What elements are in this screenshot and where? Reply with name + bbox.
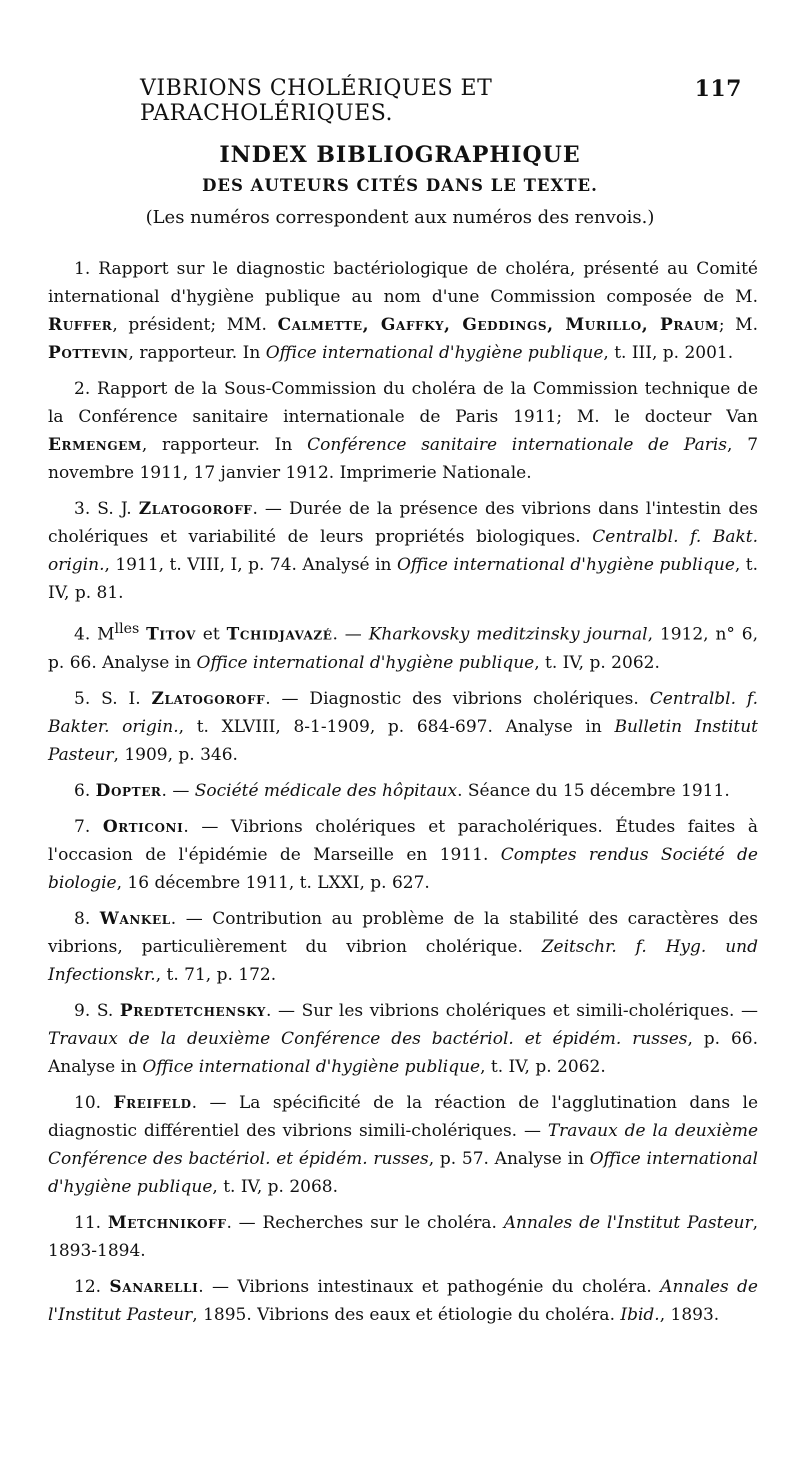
entry-text: , 1912, n° 6, p. 66. Analyse in [48,624,759,673]
index-title: INDEX BIBLIOGRAPHIQUE [219,142,581,168]
entry-number: 7. [74,816,91,837]
entry-number: 8. [74,908,91,929]
entry-text [101,1093,113,1113]
entry-number: 4. [74,624,91,645]
entry-text: Rapport de la Sous-Commission du choléra de la Commission technique de la Conférence sanitaire internationale de Paris 1911; M. le docteur Van [48,379,758,427]
entry-journal: Travaux de la deuxième Conférence des bactériol. et épidém. russes [48,1028,688,1049]
entry-number: 1. [74,259,91,279]
entry-text: , t. IV, p. 2062. [480,1056,606,1077]
entry-author: Orticoni [102,816,184,837]
entry-text [90,909,100,929]
bibliography-entry-3 [48,495,758,607]
entry-author: Calmette, Gaffky, Geddings, Murillo, Praum [277,315,719,335]
entry-journal: Office international d'hygiène publique [396,555,735,575]
entry-text: . — Contribution au problème de la stabilité des caractères des vibrions, particulièrement du vibrion cholérique. [48,908,758,957]
entry-text: . — Recherches sur le choléra. [226,1212,504,1233]
entry-superscript: lles [114,621,140,637]
entry-text: , t. III, p. 2001. [603,343,734,363]
entry-text [101,1213,108,1233]
entry-journal: Office international d'hygiène publique [196,652,535,673]
bibliography-entry-10 [48,1089,758,1201]
entry-text: , rapporteur. In [141,435,308,455]
entry-number: 6. [74,780,91,801]
entry-journal: Travaux de la deuxième Conférence des bactériol. et épidém. russes [48,1120,758,1169]
entry-text: , 16 décembre 1911, t. LXXI, p. 627. [116,872,430,893]
entry-journal: Centralbl. f. Bakter. origin. [48,688,758,737]
entry-journal: Société médicale des hôpitaux [194,780,458,801]
entry-number: 10. [74,1092,102,1113]
entry-journal: Office international d'hygiène publique [142,1056,481,1077]
entry-text [90,817,103,837]
entry-author: Ruffer [48,315,113,335]
entry-text: , t. IV, p. 2062. [534,652,660,673]
entry-text: , 1895. Vibrions des eaux et étiologie du choléra. [192,1304,621,1325]
entry-text: S. I. [90,688,152,709]
entry-text: . — Vibrions intestinaux et pathogénie du choléra. [198,1276,661,1297]
entry-text: et [195,624,227,645]
entry-text: . — Diagnostic des vibrions cholériques. [265,688,650,709]
entry-text: M [90,624,115,645]
entry-text: , 1893-1894. [48,1212,758,1261]
entry-number: 11. [74,1212,102,1233]
entry-text: , rapporteur. In [128,343,266,363]
entry-text: , p. 66. Analyse in [48,1028,758,1077]
running-header [140,76,742,126]
entry-author: Zlatogoroff [151,688,266,709]
entry-author: Wankel [99,908,171,929]
entry-author: Metchnikoff [107,1212,227,1233]
entry-text: . — Vibrions cholériques et paracholériques. Études faites à l'occasion de l'épidémie de Marseille en 1911. [48,816,758,865]
entry-author: Dopter [95,780,162,801]
entry-text: , président; MM. [112,315,278,335]
entry-author: Pottevin [48,343,129,363]
bibliography-entry-12 [48,1273,758,1329]
entry-journal: Kharkovsky meditzinsky journal [368,624,648,645]
entry-journal: Zeitschr. f. Hyg. und Infectionskr. [48,936,758,985]
bibliography-entry-6 [48,777,758,805]
entry-text: , 1893. [659,1304,720,1325]
index-subtitle: DES AUTEURS CITÉS DANS LE TEXTE. [202,176,598,195]
entry-journal: Annales de l'Institut Pasteur [503,1212,753,1233]
entry-number: 3. [74,499,91,519]
index-heading [0,142,800,228]
bibliography-entry-5 [48,685,758,769]
entry-journal: Office international d'hygiène publique [48,1148,758,1197]
bibliography-entry-2 [48,375,758,487]
entry-number: 2. [74,379,91,399]
entry-text: , t. 71, p. 172. [155,964,277,985]
entry-text: . — Durée de la présence des vibrions dans l'intestin des cholériques et variabilité de leurs propriétés biologiques. [48,499,758,547]
entry-text: . — La spécificité de la réaction de l'agglutination dans le diagnostic différentiel des vibrions simili-cholériques. — [48,1092,759,1141]
entry-author: Predtetchensky [119,1000,266,1021]
entry-journal: Conférence sanitaire internationale de Paris [307,435,727,455]
entry-text: . Séance du 15 décembre 1911. [457,780,730,801]
running-title: VIBRIONS CHOLÉRIQUES ET PARACHOLÉRIQUES. [140,76,493,126]
bibliography-entry-4 [48,615,758,677]
entry-journal: Comptes rendus Société de biologie [48,844,758,893]
entry-author: Ermengem [48,435,142,455]
bibliography-entry-11 [48,1209,758,1265]
entry-text: , t. XLVIII, 8-1-1909, p. 684-697. Analyse in [178,716,615,737]
entry-journal: Centralbl. f. Bakt. origin. [48,527,758,575]
entry-author: Tchidjavazé [226,624,333,645]
entry-text: Rapport sur le diagnostic bactériologique de choléra, présenté au Comité international d'hygiène publique au nom d'une Commission composée de M. [48,259,758,307]
entry-text: , t. IV, p. 2068. [212,1176,339,1197]
entry-text: S. [90,1000,120,1021]
bibliography-entry-9 [48,997,758,1081]
index-note: (Les numéros correspondent aux numéros des renvois.) [145,207,655,228]
entry-journal: Ibid. [620,1304,660,1325]
entry-author: Freifeld [113,1092,192,1113]
bibliography-entry-8 [48,905,758,989]
entry-journal: Annales de l'Institut Pasteur [48,1276,758,1325]
entry-author: Zlatogoroff [138,499,253,519]
bibliography-entry-1 [48,255,758,367]
entry-number: 9. [74,1000,91,1021]
entry-number: 5. [74,688,91,709]
entry-author: Titov [146,624,196,645]
entry-text: . — [161,780,195,801]
entry-author: Sanarelli [109,1276,199,1297]
entry-text: , 7 novembre 1911, 17 janvier 1912. Imprimerie Nationale. [48,435,759,483]
entry-text: S. J. [90,499,139,519]
entry-journal: Office international d'hygiène publique [265,343,604,363]
page-number: 117 [694,76,742,102]
entry-text: ; M. [718,315,758,335]
entry-text: , p. 57. Analyse in [428,1148,590,1169]
entry-text: , 1911, t. VIII, I, p. 74. Analysé in [104,555,397,575]
entry-number: 12. [74,1276,102,1297]
entry-journal: Bulletin Institut Pasteur [48,716,759,765]
entry-text: . — [332,624,369,645]
bibliography-list [48,255,758,1337]
bibliography-entry-7 [48,813,758,897]
entry-text: . — Sur les vibrions cholériques et simili-cholériques. — [265,1000,758,1021]
entry-text: , t. IV, p. 81. [48,555,759,603]
entry-text: , 1909, p. 346. [113,744,238,765]
